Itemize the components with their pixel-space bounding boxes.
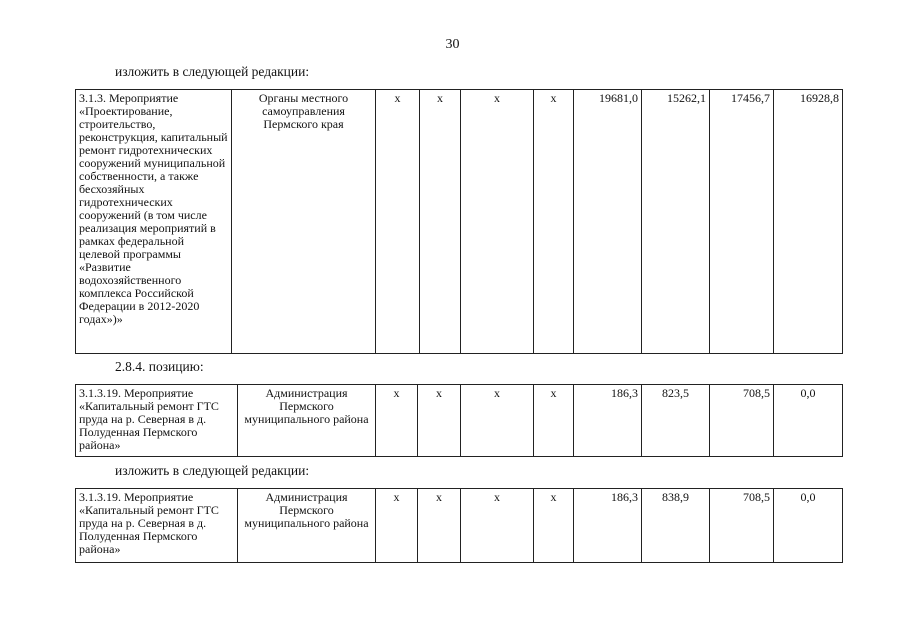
value-cell: 186,3 — [574, 385, 642, 457]
table-old-3-1-3-19 — [75, 384, 843, 457]
value-cell: 186,3 — [574, 489, 642, 563]
cell-x: x — [461, 385, 534, 457]
table-new-3-1-3-19 — [75, 488, 843, 563]
value-cell: 19681,0 — [574, 90, 642, 354]
value-cell: 708,5 — [710, 489, 774, 563]
cell-x: x — [376, 385, 418, 457]
cell-x: x — [420, 90, 461, 354]
executor: Администрация Пермского муниципального района — [238, 489, 376, 563]
page-number: 30 — [445, 37, 460, 52]
cell-x: x — [418, 385, 461, 457]
value-cell: 15262,1 — [642, 90, 710, 354]
executor: Администрация Пермского муниципального района — [238, 385, 376, 457]
table-row — [76, 489, 843, 563]
value-cell: 823,5 — [642, 385, 710, 457]
executor: Органы местного самоуправления Пермского края — [232, 90, 376, 354]
cell-x: x — [461, 90, 534, 354]
value-cell: 0,0 — [774, 489, 843, 563]
table-row — [76, 90, 843, 354]
activity-name: 3.1.3.19. Мероприятие «Капитальный ремонт ГТС пруда на р. Северная в д. Полуденная Пермского района» — [76, 489, 238, 563]
cell-x: x — [461, 489, 534, 563]
cell-x: x — [534, 385, 574, 457]
cell-x: x — [534, 489, 574, 563]
cell-x: x — [376, 489, 418, 563]
table-row — [76, 385, 843, 457]
table-new-3-1-3 — [75, 89, 843, 354]
activity-name: 3.1.3. Мероприятие «Проектирование, строительство, реконструкция, капитальный ремонт гидротехнических сооружений муниципальной собственности, а также бесхозяйных гидротехнических сооружений (в том числе реализация мероприятий в рамках федеральной целевой программы «Развитие водохозяйственного комплекса Российской Федерации в 2012-2020 годах»)» — [76, 90, 232, 354]
caption-replace-1: изложить в следующей редакции: — [115, 64, 310, 79]
activity-name: 3.1.3.19. Мероприятие «Капитальный ремонт ГТС пруда на р. Северная в д. Полуденная Пермского района» — [76, 385, 238, 457]
value-cell: 708,5 — [710, 385, 774, 457]
cell-x: x — [376, 90, 420, 354]
value-cell: 0,0 — [774, 385, 843, 457]
cell-x: x — [418, 489, 461, 563]
cell-x: x — [534, 90, 574, 354]
caption-position: 2.8.4. позицию: — [115, 359, 204, 374]
value-cell: 17456,7 — [710, 90, 774, 354]
value-cell: 16928,8 — [774, 90, 843, 354]
caption-replace-2: изложить в следующей редакции: — [115, 463, 310, 478]
value-cell: 838,9 — [642, 489, 710, 563]
